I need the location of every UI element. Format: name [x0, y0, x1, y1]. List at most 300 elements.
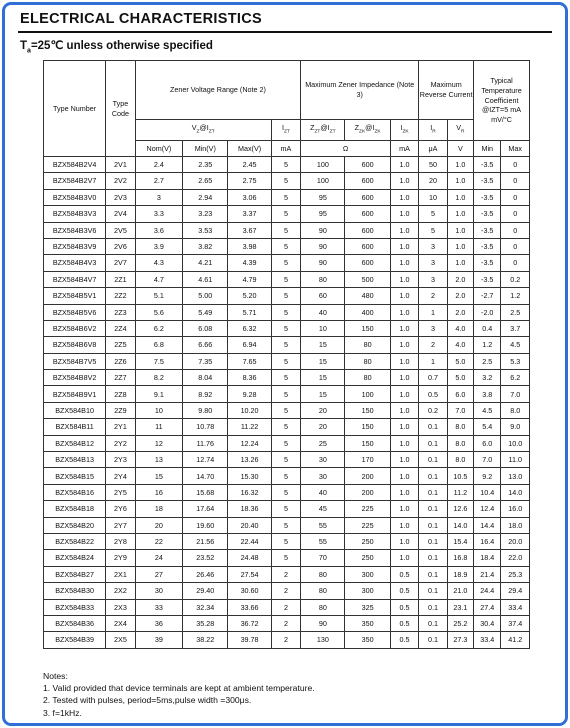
cell-vz-nom: 9.1	[135, 386, 182, 402]
cell-ir: 0.1	[419, 632, 447, 648]
cell-type-number: BZX584B13	[44, 452, 106, 468]
cell-izt: 2	[271, 566, 301, 582]
cell-ir: 3	[419, 255, 447, 271]
cell-izk: 0.5	[390, 566, 418, 582]
cell-izk: 1.0	[390, 206, 418, 222]
cell-tc-min: 5.4	[474, 419, 501, 435]
cell-izt: 5	[271, 238, 301, 254]
table-row	[44, 632, 530, 648]
cell-izt: 5	[271, 419, 301, 435]
table-row	[44, 157, 530, 173]
cell-vz-min: 2.35	[183, 157, 228, 173]
cell-vz-max: 18.36	[228, 501, 271, 517]
cell-vz-max: 6.94	[228, 337, 271, 353]
cell-izk: 0.5	[390, 615, 418, 631]
cell-tc-min: -3.5	[474, 173, 501, 189]
cell-vz-min: 8.92	[183, 386, 228, 402]
unit-max: Max	[501, 141, 530, 157]
table-row	[44, 337, 530, 353]
cell-vz-max: 12.24	[228, 435, 271, 451]
cell-vz-max: 10.20	[228, 402, 271, 418]
unit-izt-ma: mA	[271, 141, 301, 157]
cell-tc-min: -3.5	[474, 157, 501, 173]
cell-tc-max: 5.3	[501, 353, 530, 369]
cell-zzt: 15	[301, 370, 345, 386]
cell-ir: 0.5	[419, 386, 447, 402]
cell-zzk: 600	[345, 173, 390, 189]
cell-zzk: 350	[345, 615, 390, 631]
cell-tc-max: 0.2	[501, 271, 530, 287]
cell-vz-max: 33.66	[228, 599, 271, 615]
cell-type-code: 2Y7	[106, 517, 136, 533]
cell-vz-max: 22.44	[228, 533, 271, 549]
cell-izk: 0.5	[390, 583, 418, 599]
cell-vz-min: 26.46	[183, 566, 228, 582]
cell-vr: 2.0	[447, 304, 473, 320]
cell-tc-max: 0	[501, 206, 530, 222]
cell-zzt: 80	[301, 566, 345, 582]
cell-vr: 1.0	[447, 157, 473, 173]
cell-tc-min: 10.4	[474, 484, 501, 500]
cell-tc-max: 0	[501, 222, 530, 238]
header-type-code: Type Code	[106, 61, 136, 157]
cell-zzt: 45	[301, 501, 345, 517]
cell-zzt: 100	[301, 157, 345, 173]
temp-coeff-line-1: Typical	[490, 76, 513, 86]
cell-zzt: 15	[301, 337, 345, 353]
cell-vr: 2.0	[447, 271, 473, 287]
cell-zzt: 80	[301, 271, 345, 287]
cell-vz-nom: 16	[135, 484, 182, 500]
cell-zzt: 20	[301, 402, 345, 418]
cell-zzk: 250	[345, 533, 390, 549]
cell-zzt: 90	[301, 222, 345, 238]
cell-type-code: 2X1	[106, 566, 136, 582]
cell-vz-nom: 27	[135, 566, 182, 582]
cell-zzt: 15	[301, 386, 345, 402]
cell-zzt: 25	[301, 435, 345, 451]
cell-vz-min: 35.28	[183, 615, 228, 631]
cell-ir: 0.7	[419, 370, 447, 386]
cell-izk: 1.0	[390, 550, 418, 566]
cell-vz-min: 32.34	[183, 599, 228, 615]
cell-type-number: BZX584B33	[44, 599, 106, 615]
cell-izt: 5	[271, 157, 301, 173]
cell-zzk: 80	[345, 370, 390, 386]
cell-vz-nom: 5.1	[135, 288, 182, 304]
cell-izk: 1.0	[390, 337, 418, 353]
cell-vz-max: 39.78	[228, 632, 271, 648]
cell-tc-min: 12.4	[474, 501, 501, 517]
cell-ir: 0.1	[419, 583, 447, 599]
cell-vr: 4.0	[447, 320, 473, 336]
table-row	[44, 255, 530, 271]
cell-vz-max: 3.98	[228, 238, 271, 254]
cell-tc-min: 33.4	[474, 632, 501, 648]
cell-vz-min: 10.78	[183, 419, 228, 435]
cell-tc-min: 3.2	[474, 370, 501, 386]
header-vz-at-izt: $V_Z@I_{ZT}$	[135, 120, 271, 141]
cell-tc-min: 9.2	[474, 468, 501, 484]
cell-zzk: 600	[345, 238, 390, 254]
cell-vr: 5.0	[447, 370, 473, 386]
cell-izt: 5	[271, 304, 301, 320]
cell-vr: 21.0	[447, 583, 473, 599]
cell-type-code: 2Y8	[106, 533, 136, 549]
cell-vz-max: 8.36	[228, 370, 271, 386]
table-row	[44, 615, 530, 631]
cell-vr: 15.4	[447, 533, 473, 549]
cell-type-number: BZX584B3V9	[44, 238, 106, 254]
cell-izk: 0.5	[390, 599, 418, 615]
cell-vz-max: 24.48	[228, 550, 271, 566]
cell-tc-min: 3.8	[474, 386, 501, 402]
cell-ir: 0.1	[419, 599, 447, 615]
electrical-characteristics-table	[43, 60, 530, 649]
cell-ir: 2	[419, 288, 447, 304]
cell-tc-max: 2.5	[501, 304, 530, 320]
cell-vr: 6.0	[447, 386, 473, 402]
cell-vz-min: 19.60	[183, 517, 228, 533]
cell-izk: 1.0	[390, 533, 418, 549]
cell-vz-min: 12.74	[183, 452, 228, 468]
cell-vz-max: 9.28	[228, 386, 271, 402]
table-row	[44, 353, 530, 369]
unit-ua: μA	[419, 141, 447, 157]
cell-type-number: BZX584B9V1	[44, 386, 106, 402]
temp-coeff-line-4: @IZT=5 mA	[481, 105, 522, 115]
cell-zzk: 200	[345, 468, 390, 484]
cell-tc-min: -3.5	[474, 271, 501, 287]
cell-type-code: 2Z4	[106, 320, 136, 336]
cell-vr: 23.1	[447, 599, 473, 615]
cell-tc-max: 8.0	[501, 402, 530, 418]
cell-izt: 5	[271, 173, 301, 189]
cell-vr: 10.5	[447, 468, 473, 484]
cell-vz-min: 5.49	[183, 304, 228, 320]
table-row	[44, 173, 530, 189]
cell-vr: 1.0	[447, 189, 473, 205]
cell-vz-min: 4.21	[183, 255, 228, 271]
cell-izt: 5	[271, 550, 301, 566]
cell-type-number: BZX584B3V6	[44, 222, 106, 238]
cell-izk: 1.0	[390, 468, 418, 484]
table-body	[44, 157, 530, 649]
table-row	[44, 452, 530, 468]
cell-vz-max: 2.45	[228, 157, 271, 173]
cell-zzt: 60	[301, 288, 345, 304]
cell-zzt: 40	[301, 484, 345, 500]
cell-vz-nom: 3.9	[135, 238, 182, 254]
cell-izk: 1.0	[390, 238, 418, 254]
table-row	[44, 189, 530, 205]
cell-izt: 5	[271, 255, 301, 271]
header-vr: $V_R$	[447, 120, 473, 141]
note-2: 2. Tested with pulses, period=5ms,pulse width =300μs.	[43, 695, 252, 706]
cell-vr: 1.0	[447, 238, 473, 254]
cell-zzt: 55	[301, 517, 345, 533]
cell-type-number: BZX584B5V1	[44, 288, 106, 304]
cell-izk: 1.0	[390, 271, 418, 287]
cell-tc-min: 30.4	[474, 615, 501, 631]
cell-type-code: 2Z5	[106, 337, 136, 353]
cell-ir: 20	[419, 173, 447, 189]
cell-vz-nom: 12	[135, 435, 182, 451]
cell-vz-min: 3.53	[183, 222, 228, 238]
cell-vz-min: 21.56	[183, 533, 228, 549]
table-row	[44, 484, 530, 500]
cell-izt: 5	[271, 222, 301, 238]
cell-tc-max: 0	[501, 189, 530, 205]
cell-type-code: 2Y2	[106, 435, 136, 451]
cell-type-code: 2V3	[106, 189, 136, 205]
cell-zzk: 480	[345, 288, 390, 304]
cell-tc-max: 0	[501, 255, 530, 271]
cell-izt: 5	[271, 386, 301, 402]
cell-tc-min: 14.4	[474, 517, 501, 533]
cell-vz-max: 3.37	[228, 206, 271, 222]
cell-type-number: BZX584B22	[44, 533, 106, 549]
cell-tc-max: 41.2	[501, 632, 530, 648]
cell-vz-max: 5.71	[228, 304, 271, 320]
cell-ir: 0.1	[419, 468, 447, 484]
cell-zzk: 600	[345, 206, 390, 222]
cell-ir: 10	[419, 189, 447, 205]
cell-vr: 16.8	[447, 550, 473, 566]
cell-type-number: BZX584B30	[44, 583, 106, 599]
cell-izt: 5	[271, 370, 301, 386]
cell-vz-min: 4.61	[183, 271, 228, 287]
cell-tc-max: 16.0	[501, 501, 530, 517]
condition-text: =25℃ unless otherwise specified	[30, 40, 213, 52]
cell-type-number: BZX584B12	[44, 435, 106, 451]
cell-type-number: BZX584B8V2	[44, 370, 106, 386]
cell-zzt: 95	[301, 206, 345, 222]
cell-tc-min: -3.5	[474, 255, 501, 271]
header-type-number: Type Number	[44, 61, 106, 157]
cell-izt: 5	[271, 353, 301, 369]
cell-izt: 5	[271, 320, 301, 336]
cell-zzk: 600	[345, 189, 390, 205]
unit-min: Min	[474, 141, 501, 157]
cell-izk: 1.0	[390, 353, 418, 369]
cell-tc-min: 24.4	[474, 583, 501, 599]
cell-vz-min: 6.08	[183, 320, 228, 336]
cell-vz-max: 20.40	[228, 517, 271, 533]
table-row	[44, 206, 530, 222]
cell-vz-min: 2.94	[183, 189, 228, 205]
cell-type-code: 2V6	[106, 238, 136, 254]
cell-vz-min: 17.64	[183, 501, 228, 517]
cell-zzk: 350	[345, 632, 390, 648]
header-izt: $I_{ZT}$	[271, 120, 301, 141]
cell-vz-nom: 33	[135, 599, 182, 615]
cell-izk: 1.0	[390, 386, 418, 402]
cell-vz-max: 15.30	[228, 468, 271, 484]
cell-type-number: BZX584B11	[44, 419, 106, 435]
cell-vz-min: 7.35	[183, 353, 228, 369]
cell-vr: 5.0	[447, 353, 473, 369]
cell-izk: 1.0	[390, 304, 418, 320]
unit-ohm: Ω	[301, 141, 391, 157]
cell-tc-min: -3.5	[474, 238, 501, 254]
header-izk: $I_{ZK}$	[390, 120, 418, 141]
cell-zzk: 300	[345, 566, 390, 582]
cell-zzk: 600	[345, 255, 390, 271]
cell-zzt: 90	[301, 615, 345, 631]
cell-vr: 25.2	[447, 615, 473, 631]
cell-tc-max: 0	[501, 173, 530, 189]
cell-ir: 50	[419, 157, 447, 173]
table-row	[44, 402, 530, 418]
cell-type-code: 2X4	[106, 615, 136, 631]
cell-izt: 5	[271, 435, 301, 451]
cell-type-number: BZX584B24	[44, 550, 106, 566]
test-condition	[20, 38, 213, 54]
cell-ir: 0.1	[419, 435, 447, 451]
cell-tc-max: 10.0	[501, 435, 530, 451]
cell-zzk: 325	[345, 599, 390, 615]
cell-vr: 1.0	[447, 173, 473, 189]
cell-zzk: 100	[345, 386, 390, 402]
cell-vr: 12.6	[447, 501, 473, 517]
cell-type-number: BZX584B10	[44, 402, 106, 418]
cell-ir: 0.1	[419, 517, 447, 533]
cell-type-code: 2Y1	[106, 419, 136, 435]
cell-izt: 2	[271, 632, 301, 648]
cell-type-number: BZX584B6V8	[44, 337, 106, 353]
cell-vz-max: 2.75	[228, 173, 271, 189]
cell-zzt: 70	[301, 550, 345, 566]
cell-tc-min: -3.5	[474, 189, 501, 205]
cell-vr: 1.0	[447, 255, 473, 271]
notes-heading: Notes:	[43, 671, 68, 681]
cell-vr: 1.0	[447, 222, 473, 238]
cell-type-code: 2Y4	[106, 468, 136, 484]
cell-izk: 1.0	[390, 452, 418, 468]
cell-tc-min: 2.5	[474, 353, 501, 369]
cell-vz-min: 3.82	[183, 238, 228, 254]
cell-zzk: 200	[345, 484, 390, 500]
cell-izk: 1.0	[390, 402, 418, 418]
cell-izk: 1.0	[390, 517, 418, 533]
temp-coeff-line-5: mV/°C	[491, 115, 512, 125]
cell-zzt: 130	[301, 632, 345, 648]
cell-vz-nom: 20	[135, 517, 182, 533]
cell-vz-max: 5.20	[228, 288, 271, 304]
cell-vz-min: 2.65	[183, 173, 228, 189]
cell-tc-max: 9.0	[501, 419, 530, 435]
table-row	[44, 435, 530, 451]
cell-vr: 14.0	[447, 517, 473, 533]
cell-tc-min: -3.5	[474, 206, 501, 222]
cell-zzt: 30	[301, 452, 345, 468]
cell-vr: 11.2	[447, 484, 473, 500]
cell-vr: 8.0	[447, 419, 473, 435]
cell-ir: 0.1	[419, 566, 447, 582]
cell-vz-max: 27.54	[228, 566, 271, 582]
cell-tc-max: 18.0	[501, 517, 530, 533]
cell-zzk: 225	[345, 517, 390, 533]
cell-ir: 1	[419, 304, 447, 320]
cell-type-number: BZX584B4V7	[44, 271, 106, 287]
cell-izt: 5	[271, 517, 301, 533]
cell-ir: 5	[419, 206, 447, 222]
cell-izt: 5	[271, 452, 301, 468]
table-row	[44, 271, 530, 287]
cell-vz-max: 3.06	[228, 189, 271, 205]
cell-izt: 5	[271, 484, 301, 500]
table-row	[44, 304, 530, 320]
cell-vz-max: 11.22	[228, 419, 271, 435]
cell-vr: 2.0	[447, 288, 473, 304]
cell-zzk: 150	[345, 402, 390, 418]
table-row	[44, 517, 530, 533]
cell-izk: 1.0	[390, 435, 418, 451]
cell-type-number: BZX584B2V4	[44, 157, 106, 173]
cell-type-number: BZX584B18	[44, 501, 106, 517]
cell-vz-min: 11.76	[183, 435, 228, 451]
table-row	[44, 238, 530, 254]
cell-type-number: BZX584B4V3	[44, 255, 106, 271]
cell-tc-max: 20.0	[501, 533, 530, 549]
cell-izk: 1.0	[390, 370, 418, 386]
cell-tc-max: 6.2	[501, 370, 530, 386]
cell-tc-min: 21.4	[474, 566, 501, 582]
cell-tc-min: 18.4	[474, 550, 501, 566]
header-max-reverse-current: Maximum Reverse Current	[419, 61, 474, 120]
cell-zzt: 90	[301, 255, 345, 271]
cell-ir: 3	[419, 238, 447, 254]
cell-type-number: BZX584B16	[44, 484, 106, 500]
condition-t-sub: a	[27, 47, 31, 55]
cell-vz-min: 14.70	[183, 468, 228, 484]
cell-vz-nom: 3.3	[135, 206, 182, 222]
cell-izk: 1.0	[390, 484, 418, 500]
cell-izk: 1.0	[390, 157, 418, 173]
cell-type-number: BZX584B36	[44, 615, 106, 631]
cell-zzk: 80	[345, 337, 390, 353]
cell-ir: 0.1	[419, 501, 447, 517]
cell-tc-max: 13.0	[501, 468, 530, 484]
cell-zzt: 10	[301, 320, 345, 336]
cell-vz-nom: 13	[135, 452, 182, 468]
table-row	[44, 386, 530, 402]
table-row	[44, 288, 530, 304]
cell-zzk: 400	[345, 304, 390, 320]
cell-type-number: BZX584B2V7	[44, 173, 106, 189]
temp-coeff-line-2: Temperature	[481, 85, 522, 95]
cell-type-code: 2V5	[106, 222, 136, 238]
cell-vz-min: 8.04	[183, 370, 228, 386]
cell-izt: 5	[271, 468, 301, 484]
cell-vr: 18.9	[447, 566, 473, 582]
cell-vz-nom: 36	[135, 615, 182, 631]
title-underline	[18, 31, 552, 33]
cell-vz-nom: 18	[135, 501, 182, 517]
cell-ir: 5	[419, 222, 447, 238]
unit-v: V	[447, 141, 473, 157]
header-temp-coefficient	[474, 61, 530, 141]
cell-vz-min: 29.40	[183, 583, 228, 599]
cell-tc-max: 14.0	[501, 484, 530, 500]
cell-vz-max: 4.79	[228, 271, 271, 287]
cell-izk: 1.0	[390, 320, 418, 336]
cell-izk: 1.0	[390, 222, 418, 238]
cell-vz-max: 36.72	[228, 615, 271, 631]
cell-type-code: 2X5	[106, 632, 136, 648]
cell-tc-min: 6.0	[474, 435, 501, 451]
